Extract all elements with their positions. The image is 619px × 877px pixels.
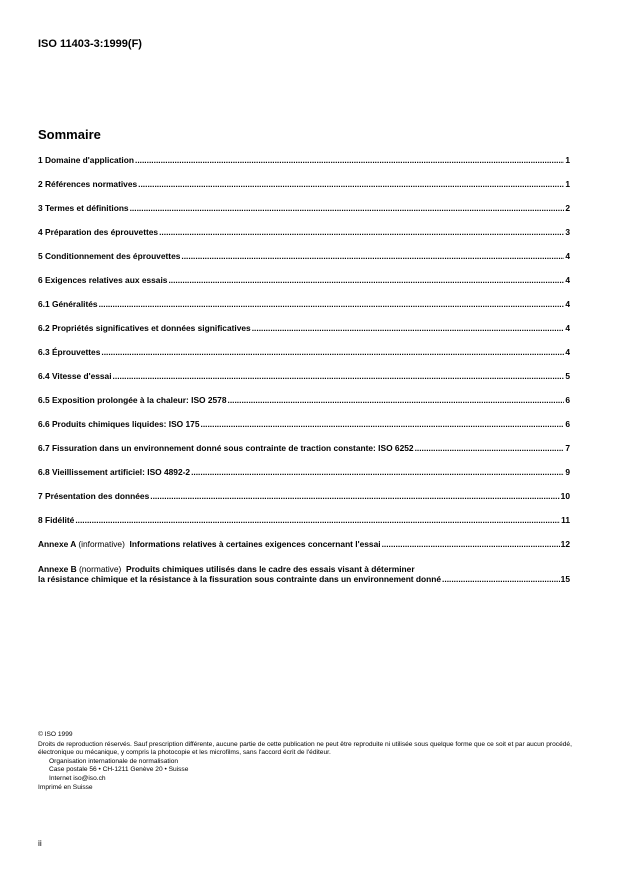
toc-entry-title: 6.2 Propriétés significatives et données significatives: [38, 323, 251, 333]
org-address: Case postale 56 • CH-1211 Genève 20 • Suisse: [49, 766, 189, 774]
toc-entry-annex-b[interactable]: [38, 564, 570, 584]
toc-title: Sommaire: [38, 127, 101, 142]
toc-leader-dots: [415, 443, 565, 454]
table-of-contents: [38, 155, 570, 584]
toc-leader-dots: [442, 574, 560, 584]
toc-entry-title: 6.5 Exposition prolongée à la chaleur: ISO 2578: [38, 395, 227, 405]
toc-entry[interactable]: [38, 155, 570, 166]
toc-leader-dots: [130, 203, 565, 214]
toc-leader-dots: [191, 467, 564, 478]
toc-entry-page: 15: [560, 574, 570, 584]
toc-entry-page: 9: [565, 467, 570, 477]
toc-leader-dots: [159, 227, 564, 238]
printed-in: Imprimé en Suisse: [38, 783, 93, 791]
toc-entry-page: 6: [565, 419, 570, 429]
toc-entry-title: 6.7 Fissuration dans un environnement donné sous contrainte de traction constante: ISO 6252: [38, 443, 414, 453]
toc-entry-page: 4: [565, 347, 570, 357]
toc-leader-dots: [252, 323, 565, 334]
org-name: Organisation internationale de normalisation: [49, 757, 179, 765]
toc-entry-title: 3 Termes et définitions: [38, 203, 129, 213]
toc-leader-dots: [181, 251, 564, 262]
toc-entry-page: 4: [565, 323, 570, 333]
toc-entry-page: 1: [565, 179, 570, 189]
toc-entry-page: 4: [565, 251, 570, 261]
toc-entry-title: 2 Références normatives: [38, 179, 138, 189]
toc-leader-dots: [201, 419, 565, 430]
copyright-line: © ISO 1999: [38, 731, 73, 738]
rights-statement: Droits de reproduction réservés. Sauf prescription différente, aucune partie de cette publication ne peut être reproduite ni utilisée sous quelque forme que ce soit et par aucun procédé, électronique ou mécanique, y compris la photocopie et les microfilms, sans l'accord écrit de l'éditeur.: [38, 740, 572, 757]
copyright-notice: [38, 731, 583, 792]
toc-entry[interactable]: [38, 299, 570, 310]
toc-entry[interactable]: [38, 347, 570, 358]
toc-leader-dots: [228, 395, 565, 406]
toc-leader-dots: [138, 179, 564, 190]
toc-entry-page: 10: [560, 491, 570, 501]
toc-leader-dots: [382, 539, 560, 550]
toc-leader-dots: [168, 275, 564, 286]
toc-entry-page: 7: [565, 443, 570, 453]
toc-entry[interactable]: [38, 251, 570, 262]
toc-leader-dots: [75, 515, 560, 526]
toc-entry-title: 4 Préparation des éprouvettes: [38, 227, 159, 237]
toc-entry[interactable]: [38, 275, 570, 286]
toc-entry-page: 5: [565, 371, 570, 381]
toc-entry-title: 6.1 Généralités: [38, 299, 98, 309]
toc-entry-title: 7 Présentation des données: [38, 491, 150, 501]
toc-entry-page: 1: [565, 155, 570, 165]
toc-entry[interactable]: [38, 371, 570, 382]
toc-entry[interactable]: [38, 179, 570, 190]
toc-leader-dots: [113, 371, 565, 382]
document-id: ISO 11403-3:1999(F): [38, 38, 142, 50]
toc-entry[interactable]: [38, 467, 570, 478]
toc-entry-title: 5 Conditionnement des éprouvettes: [38, 251, 181, 261]
toc-entry[interactable]: [38, 203, 570, 214]
toc-entry-title: Annexe A (informative) Informations relatives à certaines exigences concernant l'essai: [38, 539, 381, 549]
toc-entry-title: 6 Exigences relatives aux essais: [38, 275, 168, 285]
toc-entry-page: 2: [565, 203, 570, 213]
toc-entry[interactable]: [38, 395, 570, 406]
toc-leader-dots: [135, 155, 564, 166]
toc-leader-dots: [150, 491, 559, 502]
toc-leader-dots: [99, 299, 565, 310]
page-number: ii: [38, 838, 42, 848]
toc-entry[interactable]: [38, 515, 570, 526]
toc-entry-annex-a[interactable]: [38, 539, 570, 550]
toc-entry[interactable]: [38, 419, 570, 430]
toc-entry[interactable]: [38, 443, 570, 454]
toc-entry-page: 4: [565, 275, 570, 285]
toc-leader-dots: [101, 347, 564, 358]
toc-entry-title: 1 Domaine d'application: [38, 155, 134, 165]
toc-entry-title: 6.6 Produits chimiques liquides: ISO 175: [38, 419, 200, 429]
toc-entry-page: 3: [565, 227, 570, 237]
toc-entry-page: 6: [565, 395, 570, 405]
toc-entry-page: 11: [561, 515, 570, 525]
toc-entry-page: 4: [565, 299, 570, 309]
toc-entry-title: 6.3 Éprouvettes: [38, 347, 101, 357]
toc-entry-title: 8 Fidélité: [38, 515, 75, 525]
org-internet: Internet iso@iso.ch: [49, 774, 106, 782]
toc-entry-title: 6.8 Vieillissement artificiel: ISO 4892-2: [38, 467, 191, 477]
toc-entry[interactable]: [38, 491, 570, 502]
toc-entry-page: 12: [560, 539, 570, 549]
toc-entry-title-continued: la résistance chimique et la résistance à la fissuration sous contrainte dans un environnement donné: [38, 574, 442, 584]
toc-entry-title: Annexe B (normative) Produits chimiques utilisés dans le cadre des essais visant à déterminer: [38, 564, 415, 574]
toc-entry[interactable]: [38, 323, 570, 334]
toc-entry[interactable]: [38, 227, 570, 238]
toc-list: [38, 155, 570, 526]
toc-entry-title: 6.4 Vitesse d'essai: [38, 371, 112, 381]
